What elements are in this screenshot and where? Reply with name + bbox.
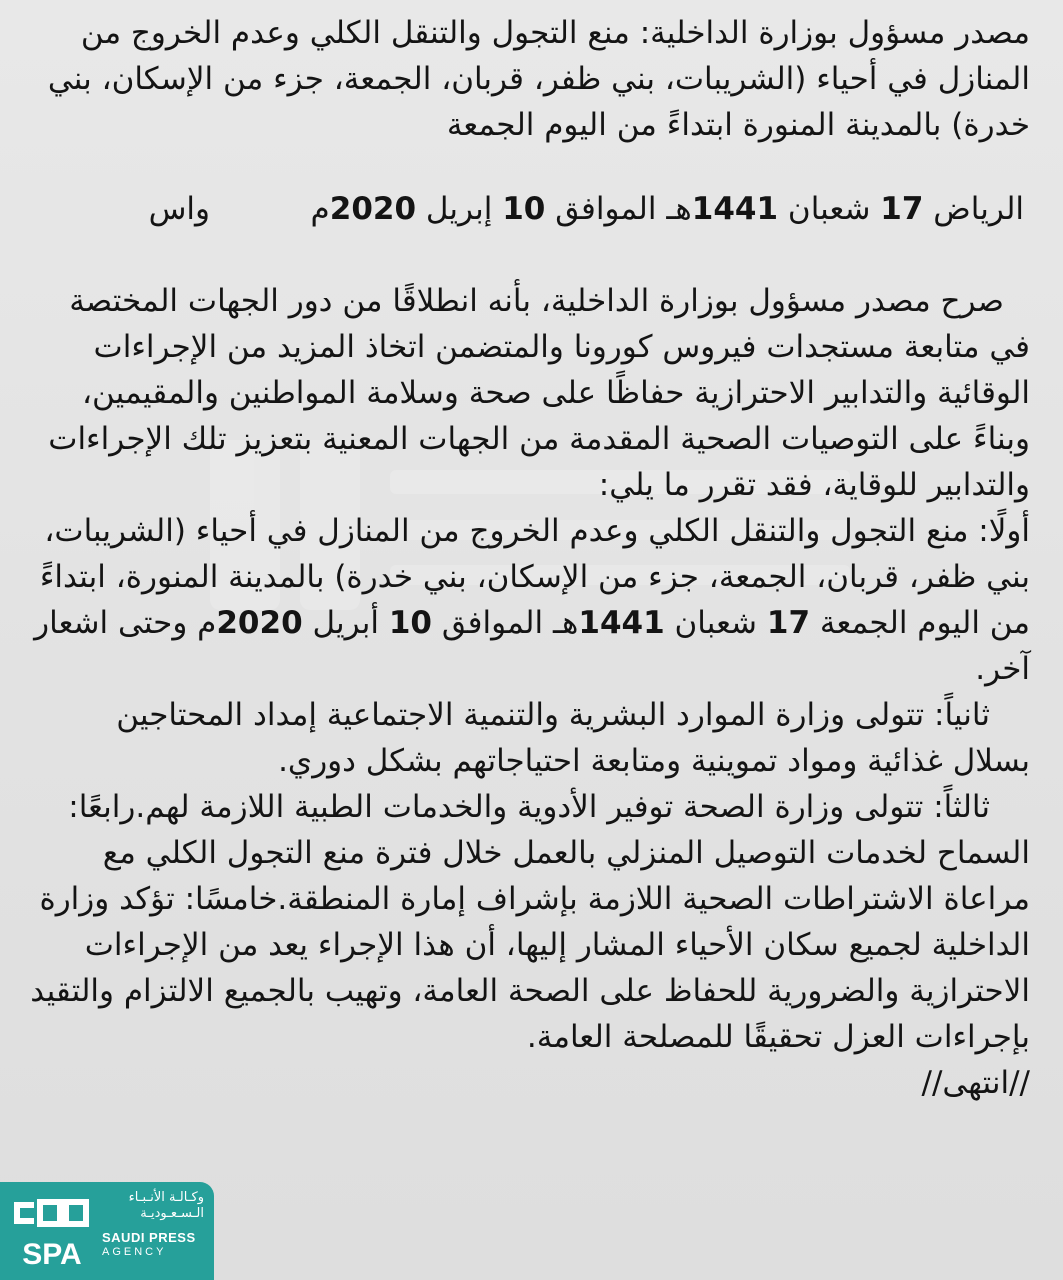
headline: مصدر مسؤول بوزارة الداخلية: منع التجول والتنقل الكلي وعدم الخروج من المنازل في أحياء (الشريبات، بني ظفر، قربان، الجمعة، جزء من الإسكان، بني خدرة) بالمدينة المنورة ابتداءً من اليوم الجمعة [47,15,1030,143]
item-first: أولًا: منع التجول والتنقل الكلي وعدم الخروج من المنازل في أحياء (الشريبات، بني ظفر، قربان، الجمعة، جزء من الإسكان، بني خدرة) بالمدينة المنورة، ابتداءً من اليوم الجمعة 17 شعبان 1441هـ الموافق 10 أبريل 2020م وحتى اشعار آخر. [34,513,1030,687]
intro-paragraph: صرح مصدر مسؤول بوزارة الداخلية، بأنه انطلاقًا من دور الجهات المختصة في متابعة مستجدات فيروس كورونا والمتضمن اتخاذ المزيد من الإجراءات الوقائية والتدابير الاحترازية حفاظًا على صحة وسلامة المواطنين والمقيمين، وبناءً على التوصيات الصحية المقدمة من الجهات المعنية بتعزيز تلك الإجراءات والتدابير للوقاية، فقد تقرر ما يلي: [48,283,1030,503]
logo-arabic-line1: وكـالـة الأنـبـاء [128,1190,204,1205]
spa-logo-icon [12,1198,92,1270]
items-third-to-fifth: ثالثاً: تتولى وزارة الصحة توفير الأدوية والخدمات الطبية اللازمة لهم.رابعًا: السماح لخدمات التوصيل المنزلي بالعمل خلال فترة منع التجول الكلي مع مراعاة الاشتراطات الصحية اللازمة بإشراف إمارة المنطقة.خامسًا: تؤكد وزارة الداخلية لجميع سكان الأحياء المشار إليها، أن هذا الإجراء يعد من الإجراءات الاحترازية والضرورية للحفاظ على الصحة العامة، وتهيب بالجميع الالتزام والتقيد بإجراءات العزل تحقيقًا للمصلحة العامة. [30,789,1030,1055]
logo-english-line1: SAUDI PRESS [102,1230,196,1245]
item-second: ثانياً: تتولى وزارة الموارد البشرية والتنمية الاجتماعية إمداد المحتاجين بسلال غذائية ومواد تموينية ومتابعة احتياجاتهم بشكل دوري. [116,697,1030,779]
logo-mark-text: SPA [22,1238,82,1270]
logo-arabic-line2: الـسـعـوديـة [140,1206,204,1221]
spa-logo [0,1182,214,1280]
dateline [30,186,1030,232]
logo-english-line2: AGENCY [102,1246,167,1258]
logo-arabic-name [100,1190,204,1222]
press-release [30,10,1030,1106]
dateline-date: الرياض 17 شعبان 1441هـ الموافق 10 إبريل 2020م [310,191,1024,227]
dateline-agency: واس [148,191,210,227]
end-marker: //انتهى// [921,1065,1030,1101]
